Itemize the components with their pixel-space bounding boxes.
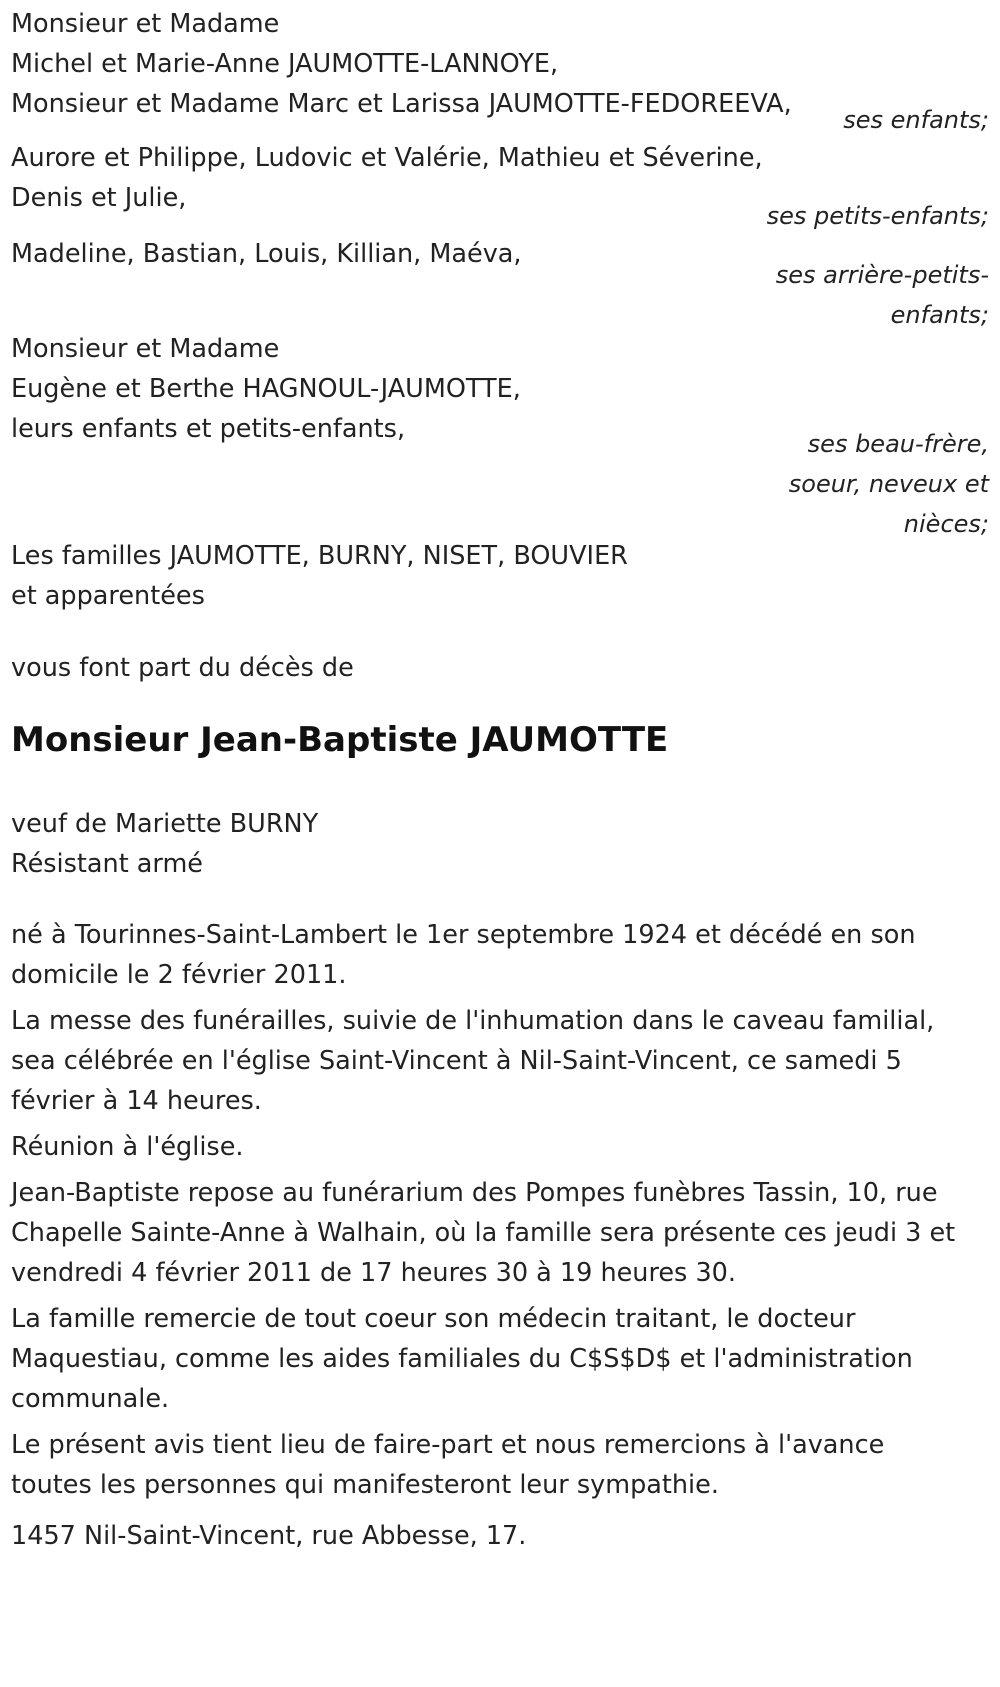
notice-body bbox=[11, 915, 971, 1505]
paragraph-reunion: Réunion à l'église. bbox=[11, 1132, 244, 1162]
relation-label-grandchildren: ses petits-enfants; bbox=[766, 202, 989, 230]
relation-label-children: ses enfants; bbox=[843, 106, 989, 134]
deceased-name: Monsieur Jean-Baptiste JAUMOTTE bbox=[11, 720, 669, 760]
deceased-title: Résistant armé bbox=[11, 849, 203, 879]
relation-line: soeur, neveux et bbox=[788, 470, 989, 498]
family-line: Monsieur et Madame bbox=[11, 9, 280, 39]
paragraph-funeral: La messe des funérailles, suivie de l'inhumation dans le caveau familial, sea célébrée en l'église Saint-Vincent à Nil-Saint-Vincent, ce samedi 5 février à 14 heures. bbox=[11, 1006, 935, 1116]
family-line: Aurore et Philippe, Ludovic et Valérie, Mathieu et Séverine, bbox=[11, 143, 763, 173]
family-line: Les familles JAUMOTTE, BURNY, NISET, BOUVIER bbox=[11, 541, 628, 571]
family-line: Eugène et Berthe HAGNOUL-JAUMOTTE, bbox=[11, 374, 521, 404]
paragraph-birth-death: né à Tourinnes-Saint-Lambert le 1er septembre 1924 et décédé en son domicile le 2 février 2011. bbox=[11, 920, 916, 990]
family-line: Monsieur et Madame bbox=[11, 334, 280, 364]
relation-label-great-grandchildren bbox=[589, 255, 989, 335]
paragraph-funerarium: Jean-Baptiste repose au funérarium des Pompes funèbres Tassin, 10, rue Chapelle Sainte-Anne à Walhain, où la famille sera présente ces jeudi 3 et vendredi 4 février 2011 de 17 heures 30 à 19 heures 30. bbox=[11, 1178, 956, 1288]
family-line: Denis et Julie, bbox=[11, 183, 187, 213]
paragraph-notice: Le présent avis tient lieu de faire-part et nous remercions à l'avance toutes les personnes qui manifesteront leur sympathie. bbox=[11, 1430, 885, 1500]
relation-line: ses arrière-petits- bbox=[775, 261, 989, 289]
family-line: Michel et Marie-Anne JAUMOTTE-LANNOYE, bbox=[11, 49, 559, 79]
family-group-relatives bbox=[11, 536, 989, 616]
family-line: et apparentées bbox=[11, 581, 205, 611]
family-line: leurs enfants et petits-enfants, bbox=[11, 414, 406, 444]
relation-line: ses beau-frère, bbox=[807, 430, 989, 458]
relation-label-in-laws bbox=[589, 424, 989, 544]
address-text: 1457 Nil-Saint-Vincent, rue Abbesse, 17. bbox=[11, 1521, 527, 1551]
deceased-details bbox=[11, 804, 989, 884]
family-line: Madeline, Bastian, Louis, Killian, Maéva, bbox=[11, 239, 522, 269]
relation-line: enfants; bbox=[890, 301, 989, 329]
relation-line: nièces; bbox=[903, 510, 989, 538]
announcement-text: vous font part du décès de bbox=[11, 653, 354, 683]
paragraph-thanks: La famille remercie de tout coeur son médecin traitant, le docteur Maquestiau, comme les aides familiales du C$S$D$ et l'administration communale. bbox=[11, 1304, 913, 1414]
widow-of-text: veuf de Mariette BURNY bbox=[11, 809, 319, 839]
family-line: Monsieur et Madame Marc et Larissa JAUMOTTE-FEDOREEVA, bbox=[11, 89, 792, 119]
